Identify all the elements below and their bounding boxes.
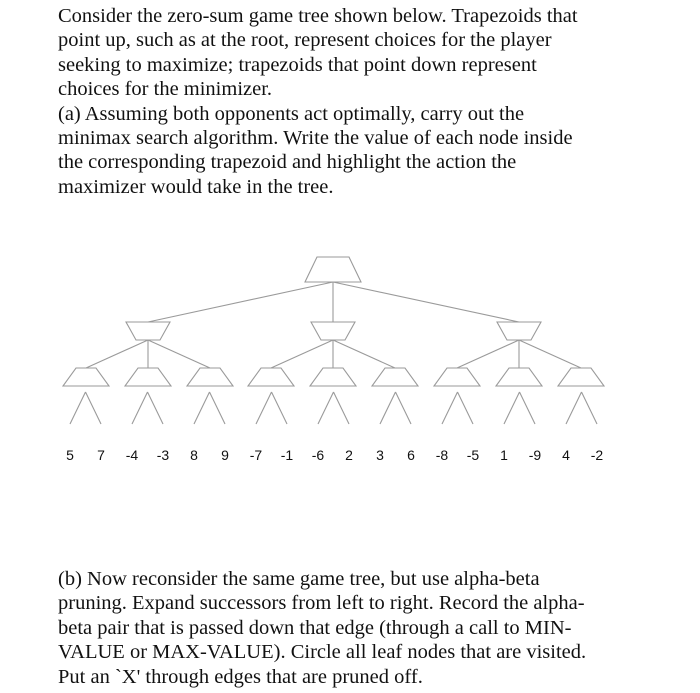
- min-node: [126, 322, 170, 340]
- tree-edge: [148, 282, 333, 322]
- tree-edge: [210, 392, 226, 424]
- max-node: [496, 368, 542, 386]
- max-node: [63, 368, 109, 386]
- tree-edge: [380, 392, 396, 424]
- tree-edge: [70, 392, 86, 424]
- text-line: (b) Now reconsider the same game tree, but use alpha-beta: [58, 568, 540, 590]
- min-node: [311, 322, 355, 340]
- leaf-value: -8: [435, 447, 449, 463]
- leaf-value: -6: [311, 447, 325, 463]
- tree-edge: [582, 392, 598, 424]
- tree-edge: [272, 392, 288, 424]
- question-part-b: [58, 567, 658, 689]
- leaf-value: -2: [590, 447, 604, 463]
- leaf-value: 5: [66, 447, 74, 463]
- leaf-value: 4: [562, 447, 570, 463]
- leaf-value: 7: [97, 447, 105, 463]
- leaf-value: -4: [125, 447, 139, 463]
- tree-edge: [442, 392, 458, 424]
- leaf-value: 8: [190, 447, 198, 463]
- text-line: minimax search algorithm. Write the value of each node inside: [58, 127, 573, 150]
- max-node: [187, 368, 233, 386]
- max-node: [125, 368, 171, 386]
- max-node: [372, 368, 418, 386]
- tree-edge: [86, 392, 102, 424]
- leaf-value: 9: [221, 447, 229, 463]
- tree-edge: [194, 392, 210, 424]
- leaf-value: -9: [528, 447, 542, 463]
- text-line: seeking to maximize; trapezoids that point down represent: [58, 53, 537, 76]
- leaf-value: -5: [466, 447, 480, 463]
- max-node: [248, 368, 294, 386]
- tree-edge: [458, 392, 474, 424]
- text-line: Put an `X' through edges that are pruned off.: [58, 665, 423, 688]
- max-node: [558, 368, 604, 386]
- leaf-value: -1: [280, 447, 294, 463]
- text-line: Consider the zero-sum game tree shown below. Trapezoids that: [58, 5, 578, 27]
- tree-edge: [132, 392, 148, 424]
- text-line: (a) Assuming both opponents act optimally, carry out the: [58, 102, 525, 125]
- text-line: pruning. Expand successors from left to right. Record the alpha-: [58, 592, 585, 615]
- tree-edge: [271, 340, 333, 368]
- tree-edge: [333, 340, 395, 368]
- tree-edge: [457, 340, 519, 368]
- tree-edge: [566, 392, 582, 424]
- tree-edge: [504, 392, 520, 424]
- max-node: [434, 368, 480, 386]
- leaf-value: 6: [407, 447, 415, 463]
- tree-edge: [148, 340, 210, 368]
- tree-edge: [256, 392, 272, 424]
- root-max-node: [305, 257, 361, 282]
- tree-edge: [520, 392, 536, 424]
- max-node: [310, 368, 356, 386]
- text-line: point up, such as at the root, represent choices for the player: [58, 29, 552, 52]
- tree-edge: [396, 392, 412, 424]
- tree-edge: [334, 392, 350, 424]
- tree-edge: [86, 340, 148, 368]
- text-line: choices for the minimizer.: [58, 78, 273, 101]
- text-line: beta pair that is passed down that edge (through a call to MIN-: [58, 616, 572, 639]
- leaf-value: -3: [156, 447, 170, 463]
- min-node: [497, 322, 541, 340]
- leaf-value: 3: [376, 447, 384, 463]
- leaf-value: 1: [500, 447, 508, 463]
- leaf-value: 2: [345, 447, 353, 463]
- text-line: maximizer would take in the tree.: [58, 175, 334, 198]
- tree-edge: [318, 392, 334, 424]
- leaf-value: -7: [249, 447, 263, 463]
- text-line: the corresponding trapezoid and highlight the action the: [58, 151, 517, 174]
- tree-edge: [333, 282, 519, 322]
- tree-edge: [519, 340, 581, 368]
- tree-edge: [148, 392, 164, 424]
- text-line: VALUE or MAX-VALUE). Circle all leaf nodes that are visited.: [58, 641, 587, 664]
